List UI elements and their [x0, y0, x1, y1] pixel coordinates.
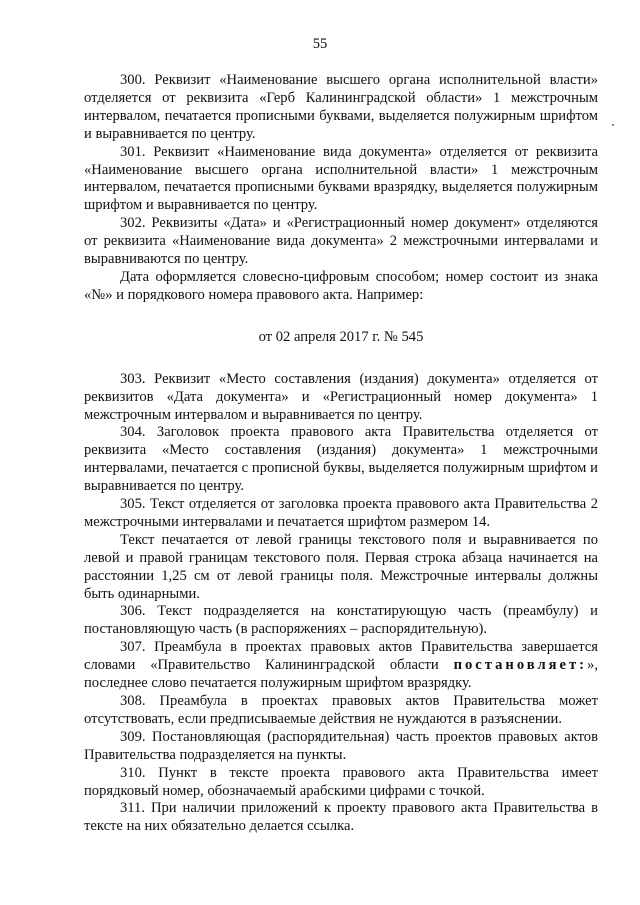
paragraph-308: 308. Преамбула в проектах правовых актов Правительства может отсутствовать, если предписываемые действия не нуждаются в разъяснении. [84, 693, 598, 727]
paragraph-311: 311. При наличии приложений к проекту правового акта Правительства в тексте на них обязательно делается ссылка. [84, 800, 598, 835]
paragraph-304: 304. Заголовок проекта правового акта Правительства отделяется от реквизита «Место составления (издания) документа» 1 межстрочными интервалами, печатается с прописной буквы, выделяется полужирным шрифтом и выравнивается по центру. [84, 424, 598, 495]
paragraph-305: 305. Текст отделяется от заголовка проекта правового акта Правительства 2 межстрочными интервалами и печатается шрифтом размером 14. [84, 496, 598, 530]
scan-speck [612, 124, 614, 126]
paragraph-302: 302. Реквизиты «Дата» и «Регистрационный номер документ» отделяются от реквизита «Наименование вида документа» 2 межстрочными интервалами и выравниваются по центру. [84, 215, 598, 268]
paragraph-307-start: 307. Преамбула в проектах правовых актов Правительства завершается словами «Правительство Калининградской области [84, 639, 598, 674]
page-number: 55 [312, 36, 328, 52]
paragraph-309: 309. Постановляющая (распорядительная) часть проектов правовых актов Правительства подразделяется на пункты. [84, 728, 598, 763]
paragraph-307 [84, 639, 598, 693]
paragraph-300: 300. Реквизит «Наименование высшего органа исполнительной власти» отделяется от реквизита «Герб Калининградской области» 1 межстрочным интервалом, печатается прописными буквами, выделяется полужирным шрифтом и выравнивается по центру. [84, 72, 598, 142]
paragraph-text-layout: Текст печатается от левой границы текстового поля и выравнивается по левой и правой границам текстового поля. Первая строка абзаца начинается на расстоянии 1,25 см от левой границы поля. Межстрочные интервалы должны быть одинарными. [84, 531, 598, 602]
paragraph-307-end: », последнее слово печатается полужирным шрифтом вразрядку. [84, 657, 598, 692]
document-body [84, 72, 598, 836]
paragraph-date-format: Дата оформляется словесно-цифровым способом; номер состоит из знака «№» и порядкового номера правового акта. Например: [84, 268, 598, 303]
paragraph-301: 301. Реквизит «Наименование вида документа» отделяется от реквизита «Наименование высшего органа исполнительной власти» 1 межстрочным интервалом, печатается прописными буквами вразрядку, выделяется полужирным шрифтом и выравнивается по центру. [84, 143, 598, 214]
paragraph-306: 306. Текст подразделяется на констатирующую часть (преамбулу) и постановляющую часть (в распоряжениях – распорядительную). [84, 603, 598, 638]
paragraph-307-bold-word: постановляет: [453, 657, 588, 674]
paragraph-310: 310. Пункт в тексте проекта правового акта Правительства имеет порядковый номер, обозначаемый арабскими цифрами с точкой. [84, 764, 598, 799]
date-number-example: от 02 апреля 2017 г. № 545 [258, 328, 424, 345]
paragraph-303: 303. Реквизит «Место составления (издания) документа» отделяется от реквизитов «Дата документа» и «Регистрационный номер документа» 1 межстрочным интервалом и выравнивается по центру. [84, 370, 598, 423]
